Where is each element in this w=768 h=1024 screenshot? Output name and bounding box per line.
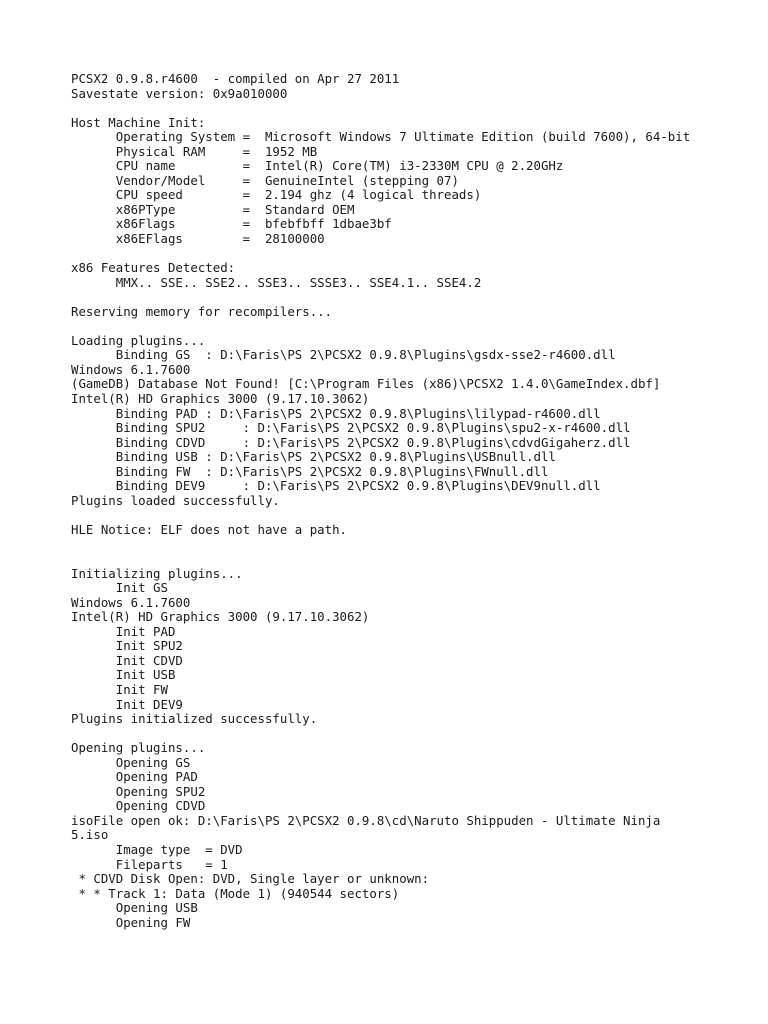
blank-line (71, 247, 690, 262)
log-line: Opening USB (71, 900, 198, 916)
blank-line (71, 727, 690, 742)
log-line: Savestate version: 0x9a010000 (71, 85, 288, 101)
log-line: Vendor/Model = GenuineIntel (stepping 07) (71, 172, 459, 188)
log-line: Opening FW (71, 914, 191, 930)
log-line: Init FW (71, 681, 168, 697)
log-line: Init USB (71, 667, 176, 683)
blank-line (71, 290, 690, 305)
blank-line (71, 538, 690, 553)
log-line: x86PType = Standard OEM (71, 201, 355, 217)
log-line: Binding PAD : D:\Faris\PS 2\PCSX2 0.9.8\Plugins\lilypad-r4600.dll (71, 405, 601, 421)
log-line: CPU speed = 2.194 ghz (4 logical threads) (71, 187, 482, 203)
log-line: Windows 6.1.7600 (71, 594, 191, 610)
log-line: x86EFlags = 28100000 (71, 231, 325, 247)
log-line: Init GS (71, 580, 168, 596)
log-line: Fileparts = 1 (71, 856, 228, 872)
log-line: Operating System = Microsoft Windows 7 Ultimate Edition (build 7600), 64-bit (71, 129, 691, 145)
log-line: Intel(R) HD Graphics 3000 (9.17.10.3062) (71, 391, 370, 407)
log-text-block (71, 72, 690, 930)
log-line: Binding USB : D:\Faris\PS 2\PCSX2 0.9.8\Plugins\USBnull.dll (71, 449, 556, 465)
log-line: (GameDB) Database Not Found! [C:\Program Files (x86)\PCSX2 1.4.0\GameIndex.dbf] (71, 376, 661, 392)
log-line: Init SPU2 (71, 638, 183, 654)
log-line: Host Machine Init: (71, 114, 206, 130)
blank-line (71, 319, 690, 334)
log-line: Init DEV9 (71, 696, 183, 712)
log-line: HLE Notice: ELF does not have a path. (71, 521, 348, 537)
log-line: Physical RAM = 1952 MB (71, 143, 318, 159)
log-line: Windows 6.1.7600 (71, 361, 191, 377)
log-line: Intel(R) HD Graphics 3000 (9.17.10.3062) (71, 609, 370, 625)
log-line: Reserving memory for recompilers... (71, 303, 333, 319)
log-line: Opening GS (71, 754, 191, 770)
log-line: * * Track 1: Data (Mode 1) (940544 sectors) (71, 885, 400, 901)
log-line: Binding SPU2 : D:\Faris\PS 2\PCSX2 0.9.8\Plugins\spu2-x-r4600.dll (71, 420, 631, 436)
blank-line (71, 508, 690, 523)
blank-line (71, 101, 690, 116)
log-line: Plugins loaded successfully. (71, 492, 280, 508)
log-line: Binding DEV9 : D:\Faris\PS 2\PCSX2 0.9.8\Plugins\DEV9null.dll (71, 478, 601, 494)
log-line: x86Flags = bfebfbff 1dbae3bf (71, 216, 392, 232)
log-line: Binding CDVD : D:\Faris\PS 2\PCSX2 0.9.8\Plugins\cdvdGigaherz.dll (71, 434, 631, 450)
log-line: PCSX2 0.9.8.r4600 - compiled on Apr 27 2011 (71, 71, 400, 86)
log-line: Binding GS : D:\Faris\PS 2\PCSX2 0.9.8\Plugins\gsdx-sse2-r4600.dll (71, 347, 616, 363)
log-line: Opening CDVD (71, 798, 206, 814)
log-line: CPU name = Intel(R) Core(TM) i3-2330M CPU @ 2.20GHz (71, 158, 564, 174)
log-line: isoFile open ok: D:\Faris\PS 2\PCSX2 0.9.8\cd\Naruto Shippuden - Ultimate Ninja (71, 812, 661, 828)
blank-line (71, 552, 690, 567)
log-line: Loading plugins... (71, 332, 206, 348)
log-line: Initializing plugins... (71, 565, 243, 581)
log-line: Opening SPU2 (71, 783, 206, 799)
log-line: Plugins initialized successfully. (71, 711, 318, 727)
log-line: Init CDVD (71, 652, 183, 668)
log-line: MMX.. SSE.. SSE2.. SSE3.. SSSE3.. SSE4.1.. SSE4.2 (71, 274, 482, 290)
log-line: x86 Features Detected: (71, 260, 236, 276)
log-line: * CDVD Disk Open: DVD, Single layer or unknown: (71, 871, 430, 887)
log-line: Image type = DVD (71, 841, 243, 857)
log-line: Init PAD (71, 623, 176, 639)
log-line: Binding FW : D:\Faris\PS 2\PCSX2 0.9.8\Plugins\FWnull.dll (71, 463, 549, 479)
log-line: 5.iso (71, 827, 109, 843)
log-line: Opening PAD (71, 769, 198, 785)
log-line: Opening plugins... (71, 740, 206, 756)
